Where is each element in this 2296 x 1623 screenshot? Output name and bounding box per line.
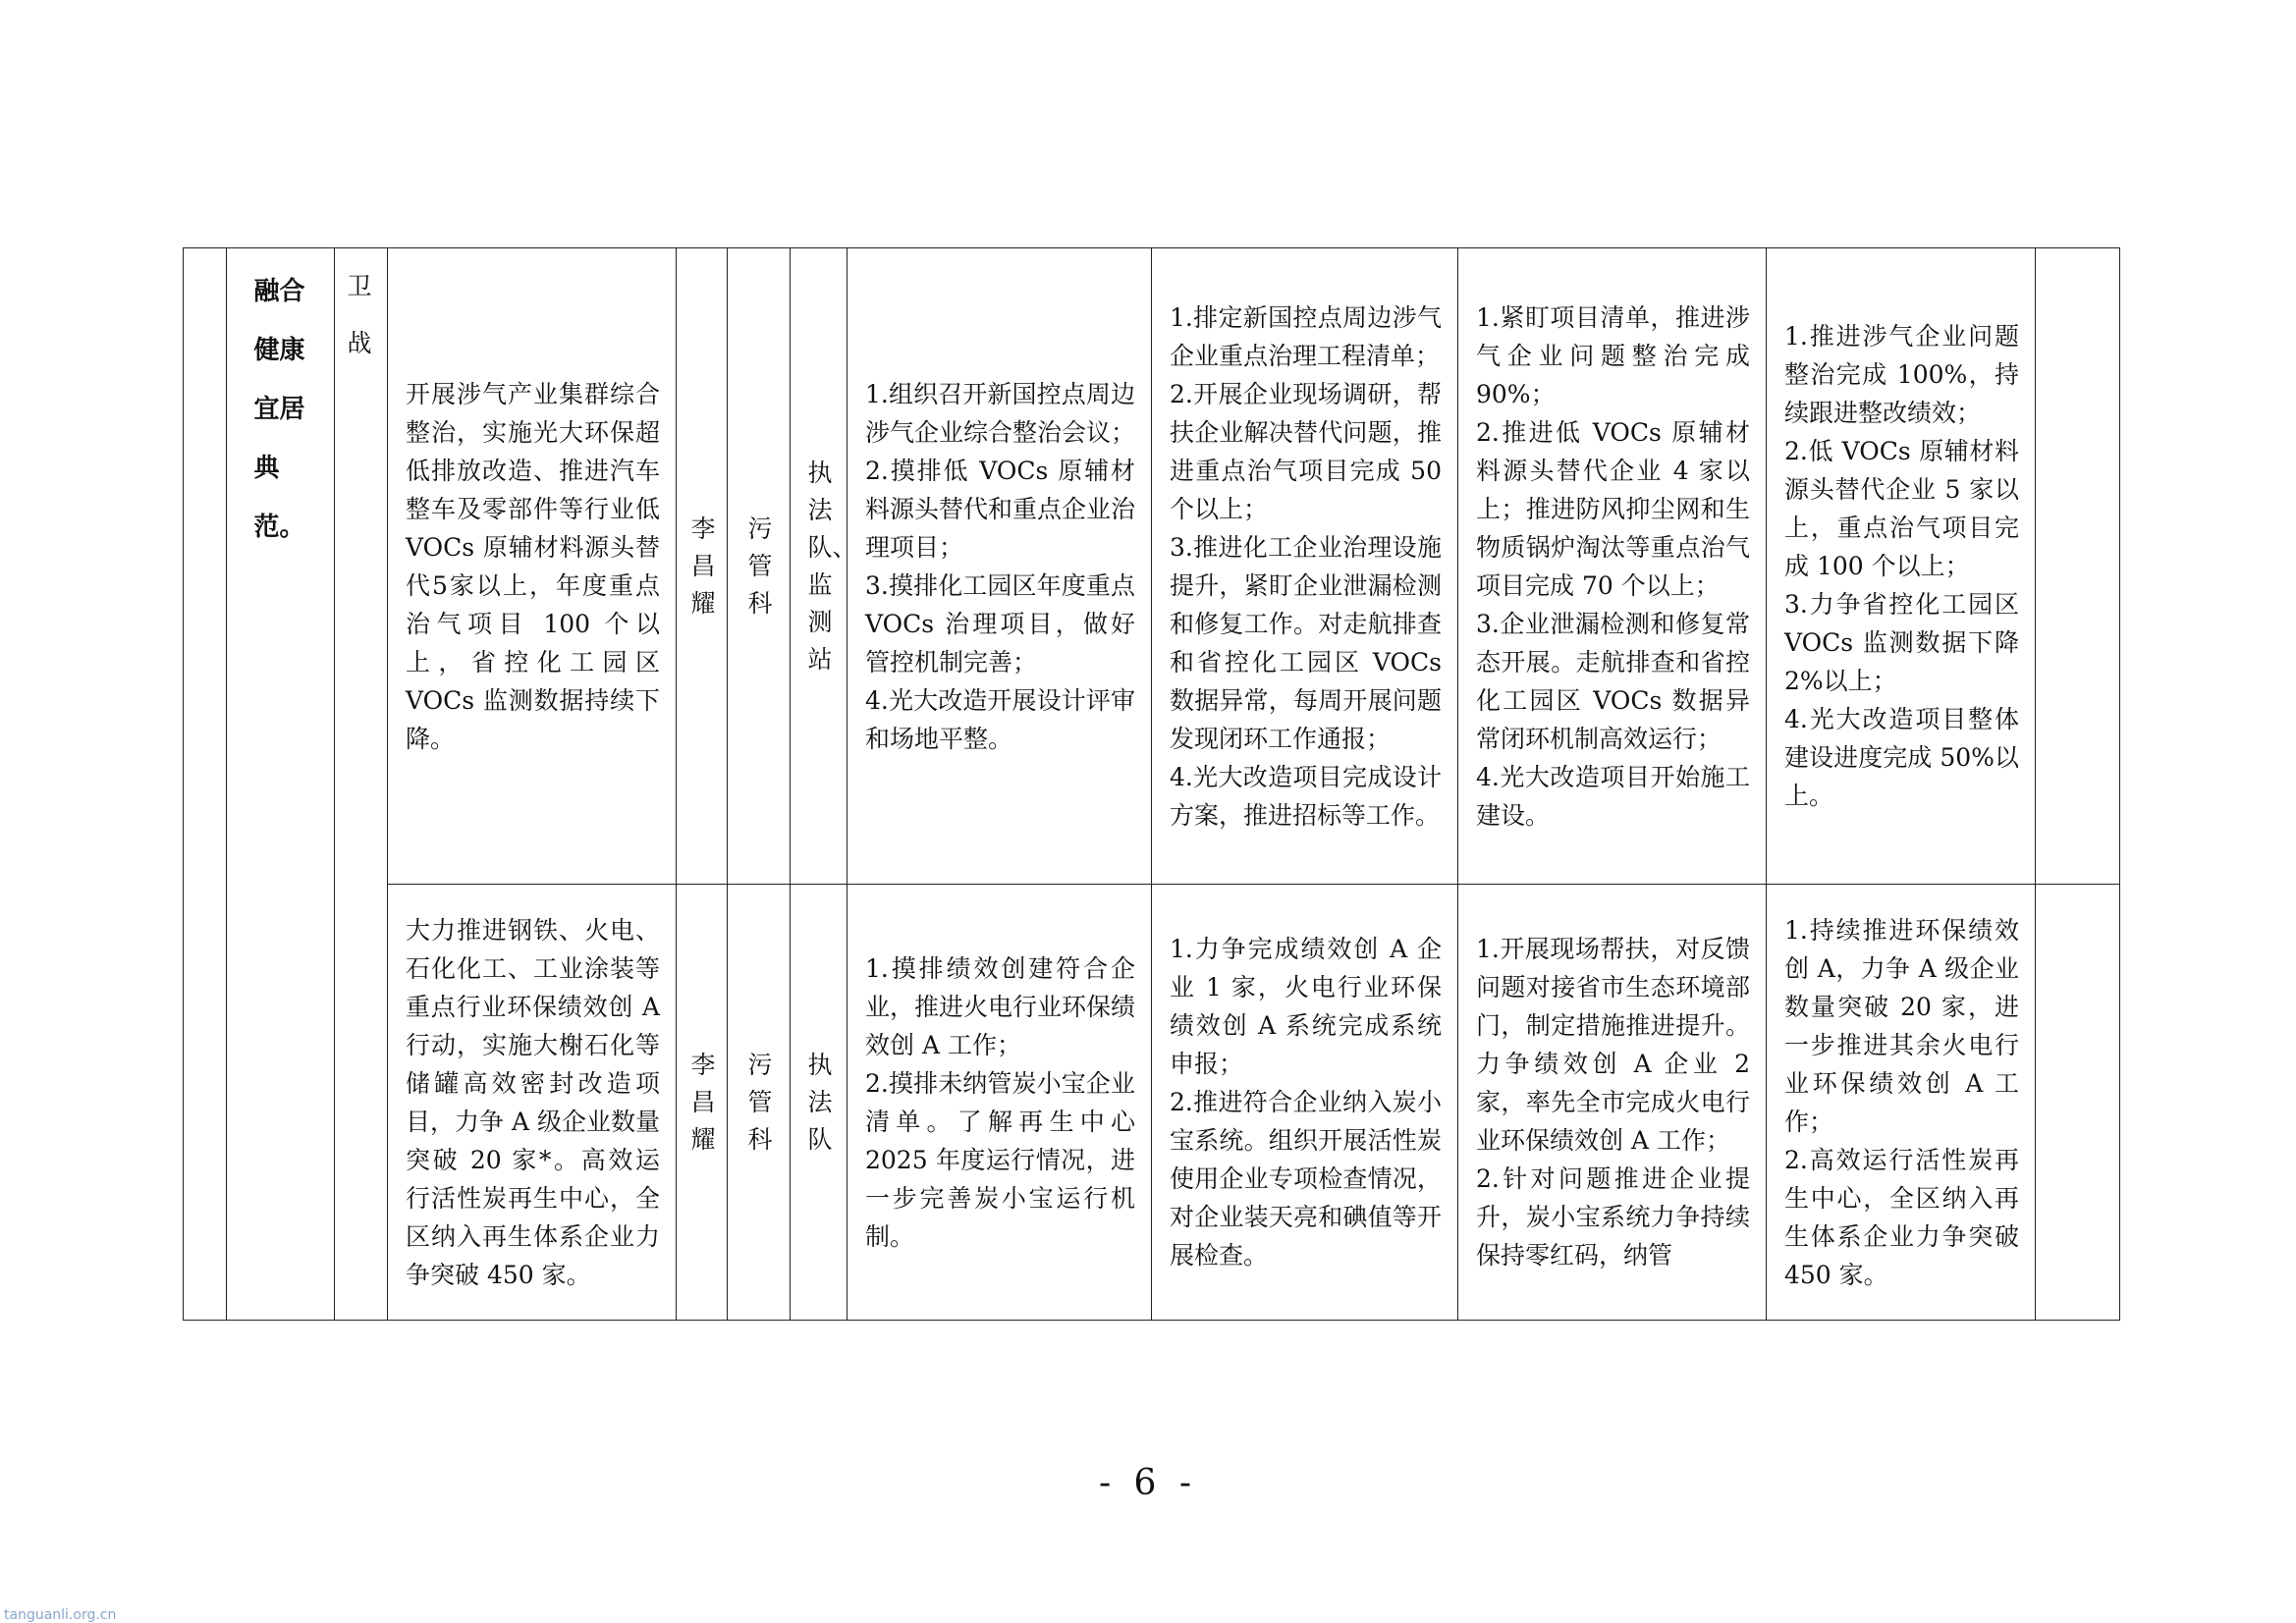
- unit-text: 执法队、监测站: [807, 458, 857, 674]
- task-text: 开展涉气产业集群综合整治，实施光大环保超低排放改造、推进汽车整车及零部件等行业低 VOCs 原辅材料源头替代5家以上，年度重点治气项目 100 个以上，省控化工园区 VOCs 监测数据持续下降。: [406, 379, 660, 753]
- page-number: - 6 -: [1098, 1463, 1198, 1503]
- q2-text: 1.排定新国控点周边涉气企业重点治理工程清单； 2.开展企业现场调研，帮扶企业解决替代问题，推进重点治气项目完成 50 个以上； 3.推进化工企业治理设施提升，紧盯企业泄漏检测和修复工作。对走航排查和省控化工园区 VOCs 数据异常，每周开展问题发现闭环工作通报； 4.光大改造项目完成设计方案，推进招标等工作。: [1170, 302, 1442, 830]
- work-plan-table: [183, 247, 2120, 1321]
- task-cell: [388, 248, 677, 885]
- table-row: [184, 885, 2120, 1321]
- task-text: 大力推进钢铁、火电、石化化工、工业涂装等重点行业环保绩效创 A 行动，实施大榭石化等储罐高效密封改造项目，力争 A 级企业数量突破 20 家*。高效运行活性炭再生中心，全区纳入再生体系企业力争突破 450 家。: [406, 915, 660, 1289]
- theme-cell: [227, 248, 335, 1321]
- q4-cell: [1767, 885, 2036, 1321]
- dept-cell: [728, 885, 791, 1321]
- q1-cell: [847, 885, 1152, 1321]
- q4-text: 1.推进涉气企业问题整治完成 100%，持续跟进整改绩效； 2.低 VOCs 原辅材料源头替代企业 5 家以上，重点治气项目完成 100 个以上； 3.力争省控化工园区 VOCs 监测数据下降 2%以上； 4.光大改造项目整体建设进度完成 50%以上。: [1784, 322, 2019, 810]
- leader-text: 李昌耀: [690, 1050, 716, 1154]
- watermark: tanguanli.org.cn: [4, 1607, 117, 1623]
- battle-cell: [335, 248, 388, 1321]
- theme-text: 融合健康宜居典范。: [253, 277, 305, 542]
- dept-text: 污管科: [747, 1050, 773, 1154]
- q1-cell: [847, 248, 1152, 885]
- q2-cell: [1152, 248, 1458, 885]
- q4-cell: [1767, 248, 2036, 885]
- dept-text: 污管科: [747, 514, 773, 618]
- leader-text: 李昌耀: [690, 514, 716, 618]
- q4-text: 1.持续推进环保绩效创 A，力争 A 级企业数量突破 20 家，进一步推进其余火电行业环保绩效创 A 工作； 2.高效运行活性炭再生中心，全区纳入再生体系企业力争突破 450 家。: [1784, 915, 2019, 1289]
- unit-cell: [791, 885, 847, 1321]
- q3-text: 1.开展现场帮扶，对反馈问题对接省市生态环境部门，制定措施推进提升。力争绩效创 A 企业 2 家，率先全市完成火电行业环保绩效创 A 工作； 2.针对问题推进企业提升，炭小宝系统力争持续保持零红码，纳管: [1476, 935, 1750, 1270]
- task-cell: [388, 885, 677, 1321]
- battle-text: 卫战: [347, 272, 372, 357]
- unit-cell: [791, 248, 857, 885]
- q1-text: 1.组织召开新国控点周边涉气企业综合整治会议； 2.摸排低 VOCs 原辅材料源头替代和重点企业治理项目； 3.摸排化工园区年度重点 VOCs 治理项目，做好管控机制完善； 4.光大改造开展设计评审和场地平整。: [865, 379, 1136, 753]
- note-cell: [2036, 885, 2120, 1321]
- index-cell: [184, 248, 227, 1321]
- q2-text: 1.力争完成绩效创 A 企业 1 家，火电行业环保绩效创 A 系统完成系统申报； 2.推进符合企业纳入炭小宝系统。组织开展活性炭使用企业专项检查情况，对企业装天亮和碘值等开展检查。: [1170, 935, 1442, 1270]
- table-row: [184, 248, 2120, 885]
- q3-cell: [1458, 885, 1767, 1321]
- leader-cell: [677, 885, 728, 1321]
- leader-cell: [677, 248, 728, 885]
- note-cell: [2036, 248, 2120, 885]
- unit-text: 执法队: [807, 1050, 833, 1154]
- q3-text: 1.紧盯项目清单，推进涉气企业问题整治完成 90%； 2.推进低 VOCs 原辅材料源头替代企业 4 家以上；推进防风抑尘网和生物质锅炉淘汰等重点治气项目完成 70 个以上； 3.企业泄漏检测和修复常态开展。走航排查和省控化工园区 VOCs 数据异常闭环机制高效运行； 4.光大改造项目开始施工建设。: [1476, 302, 1750, 830]
- q3-cell: [1458, 248, 1767, 885]
- dept-cell: [728, 248, 791, 885]
- q1-text: 1.摸排绩效创建符合企业，推进火电行业环保绩效创 A 工作； 2.摸排未纳管炭小宝企业清单。了解再生中心 2025 年度运行情况，进一步完善炭小宝运行机制。: [865, 953, 1136, 1251]
- q2-cell: [1152, 885, 1458, 1321]
